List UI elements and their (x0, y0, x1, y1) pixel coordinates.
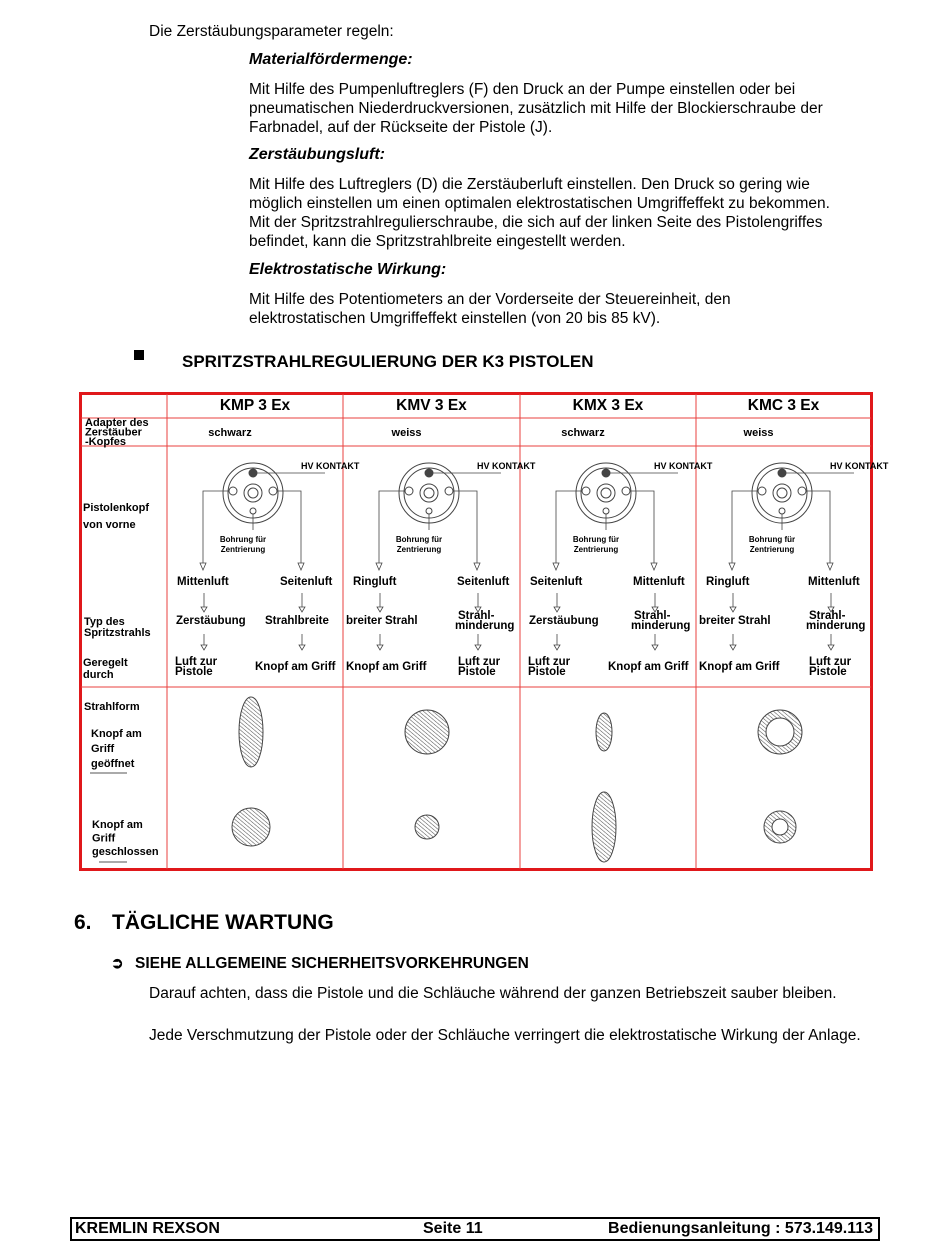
row-label-open: Knopf am (91, 728, 142, 740)
air-hole-right (798, 487, 806, 495)
nozzle-center (248, 488, 258, 498)
maintenance-paragraph-2: Jede Verschmutzung der Pistole oder der Schläuche verringert die elektrostatische Wirkung der Anlage. (149, 1027, 861, 1044)
adapter-color: schwarz (208, 427, 252, 439)
left-air-label: Mittenluft (177, 576, 229, 588)
row-label-closed: Knopf am (92, 819, 143, 831)
heading-zerstaeubungsluft: Zerstäubungsluft: (249, 146, 385, 163)
air-hole-left (582, 487, 590, 495)
heading-elektrostatische-wirkung: Elektrostatische Wirkung: (249, 261, 447, 278)
row-label-shape: Strahlform (84, 701, 140, 713)
arrow-head (475, 645, 481, 650)
left-control-label: Knopf am Griff (346, 661, 427, 673)
arrow-head (376, 563, 382, 570)
bullet-heading: SPRITZSTRAHLREGULIERUNG DER K3 PISTOLEN (182, 352, 594, 371)
right-air-leader (277, 491, 301, 564)
nozzle-center (601, 488, 611, 498)
row-label-adapter: Adapter des (85, 417, 149, 429)
footer-company: KREMLIN REXSON (75, 1220, 220, 1237)
nozzle-center (777, 488, 787, 498)
right-air-label: Mittenluft (633, 576, 685, 588)
right-air-leader (630, 491, 654, 564)
right-air-label: Mittenluft (808, 576, 860, 588)
row-label-controlled: durch (83, 669, 114, 681)
text-line: befindet, kann die Spritzstrahlbreite eingestellt werden. (249, 233, 626, 250)
left-air-label: Ringluft (706, 576, 750, 588)
arrow-head (200, 563, 206, 570)
adapter-color: schwarz (561, 427, 605, 439)
hv-contact-label: HV KONTAKT (301, 461, 360, 471)
arrow-head (553, 563, 559, 570)
right-type-label: Strahl- (634, 610, 671, 622)
bore-label: Bohrung für (219, 535, 267, 544)
adapter-color: weiss (391, 427, 422, 439)
row-label-closed: geschlossen (92, 846, 159, 858)
model-header: KMV 3 Ex (396, 397, 467, 414)
right-air-label: Seitenluft (280, 576, 333, 588)
centering-bore (603, 508, 609, 514)
bore-label: Zentrierung (749, 545, 795, 554)
arrow-head (827, 563, 833, 570)
right-control-label: Luft zur (458, 656, 501, 668)
air-hole-left (405, 487, 413, 495)
right-control-label: Knopf am Griff (608, 661, 689, 673)
text-line: elektrostatischen Umgriffeffekt einstellen (von 20 bis 85 kV). (249, 310, 661, 327)
adapter-color: weiss (743, 427, 774, 439)
air-hole-right (445, 487, 453, 495)
right-type-label: Strahl- (458, 610, 495, 622)
right-control-label: Pistole (458, 666, 496, 678)
arrow-head (377, 607, 383, 612)
hv-contact-label: HV KONTAKT (477, 461, 536, 471)
model-header: KMX 3 Ex (572, 397, 644, 414)
spray-shape-open (596, 713, 612, 751)
spray-shape-closed (232, 808, 270, 846)
right-air-leader (453, 491, 477, 564)
bore-label: Bohrung für (748, 535, 796, 544)
maintenance-paragraph-1: Darauf achten, dass die Pistole und die Schläuche während der ganzen Betriebszeit sauber bleiben. (149, 985, 837, 1002)
left-type-label: breiter Strahl (699, 615, 771, 627)
right-air-leader (806, 491, 830, 564)
row-label-open: geöffnet (91, 758, 135, 770)
right-type-label: minderung (806, 620, 866, 632)
right-type-label: Strahlbreite (265, 615, 329, 627)
left-control-label: Luft zur (528, 656, 571, 668)
hv-contact-point (425, 469, 433, 477)
text-line: Mit der Spritzstrahlregulierschraube, die sich auf der linken Seite des Pistolengriffes (249, 214, 823, 231)
spray-shape-closed (764, 811, 796, 843)
spray-shape-closed (592, 792, 616, 862)
text-line: Mit Hilfe des Pumpenluftreglers (F) den Druck an der Pumpe einstellen oder bei (249, 81, 796, 98)
footer-manual: Bedienungsanleitung : 573.149.113 (608, 1220, 873, 1237)
spray-shape-open (239, 697, 263, 767)
page-footer (70, 1217, 880, 1241)
row-label-adapter: -Kopfes (85, 436, 126, 448)
bore-label: Zentrierung (396, 545, 442, 554)
arrow-head (299, 607, 305, 612)
row-label-head: Pistolenkopf (83, 502, 150, 514)
arrow-head (299, 645, 305, 650)
row-label-open: Griff (91, 743, 115, 755)
arrow-icon: ➲ (111, 955, 124, 972)
hv-contact-point (778, 469, 786, 477)
hv-contact-point (249, 469, 257, 477)
arrow-head (651, 563, 657, 570)
left-control-label: Pistole (528, 666, 566, 678)
centering-bore (250, 508, 256, 514)
bore-label: Bohrung für (572, 535, 620, 544)
left-type-label: breiter Strahl (346, 615, 418, 627)
text-line: pneumatischen Niederdruckversionen, zusätzlich mit Hilfe der Blockierschraube der (249, 100, 823, 117)
bore-label: Zentrierung (573, 545, 619, 554)
nozzle-ring (597, 484, 615, 502)
intro-text: Die Zerstäubungsparameter regeln: (149, 23, 394, 40)
left-air-label: Ringluft (353, 576, 397, 588)
arrow-head (554, 645, 560, 650)
arrow-head (828, 645, 834, 650)
right-type-label: Strahl- (809, 610, 846, 622)
nozzle-center (424, 488, 434, 498)
section-number: 6. (74, 911, 92, 934)
row-label-head: von vorne (83, 519, 136, 531)
section-title: TÄGLICHE WARTUNG (112, 911, 334, 934)
left-air-label: Seitenluft (530, 576, 583, 588)
hv-contact-label: HV KONTAKT (830, 461, 889, 471)
nozzle-ring (244, 484, 262, 502)
centering-bore (426, 508, 432, 514)
model-header: KMP 3 Ex (219, 397, 291, 414)
row-label-adapter: Zerstäuber (85, 426, 142, 439)
spray-shape-open (758, 710, 802, 754)
left-type-label: Zerstäubung (529, 615, 599, 627)
spray-shape-open (405, 710, 449, 754)
nozzle-ring (773, 484, 791, 502)
hv-contact-point (602, 469, 610, 477)
text-line: Mit Hilfe des Potentiometers an der Vorderseite der Steuereinheit, den (249, 291, 731, 308)
left-control-label: Luft zur (175, 656, 218, 668)
arrow-head (201, 607, 207, 612)
hv-contact-label: HV KONTAKT (654, 461, 713, 471)
footer-page: Seite 11 (423, 1220, 483, 1237)
row-label-closed: Griff (92, 832, 116, 845)
row-label-controlled: Geregelt (83, 657, 128, 669)
left-type-label: Zerstäubung (176, 615, 246, 627)
air-hole-left (758, 487, 766, 495)
row-label-type: Spritzstrahls (84, 627, 151, 639)
arrow-head (298, 563, 304, 570)
arrow-head (730, 607, 736, 612)
arrow-head (201, 645, 207, 650)
text-line: möglich einstellen um einen optimalen elektrostatischen Umgriffeffekt zu bekommen. (249, 195, 830, 212)
bore-label: Bohrung für (395, 535, 443, 544)
arrow-head (730, 645, 736, 650)
subheading: SIEHE ALLGEMEINE SICHERHEITSVORKEHRUNGEN (135, 955, 529, 972)
left-control-label: Knopf am Griff (699, 661, 780, 673)
arrow-head (377, 645, 383, 650)
left-control-label: Pistole (175, 666, 213, 678)
air-hole-left (229, 487, 237, 495)
model-header: KMC 3 Ex (747, 397, 820, 414)
text-line: Mit Hilfe des Luftreglers (D) die Zerstäuberluft einstellen. Den Druck so gering wie (249, 176, 810, 193)
air-hole-right (269, 487, 277, 495)
heading-materialfoerdermenge: Materialfördermenge: (249, 51, 413, 68)
nozzle-ring (420, 484, 438, 502)
right-control-label: Pistole (809, 666, 847, 678)
right-type-label: minderung (455, 620, 515, 632)
arrow-head (652, 645, 658, 650)
air-hole-right (622, 487, 630, 495)
spray-shape-closed (415, 815, 439, 839)
text-line: Farbnadel, auf der Rückseite der Pistole (J). (249, 119, 553, 136)
right-control-label: Luft zur (809, 656, 852, 668)
centering-bore (779, 508, 785, 514)
arrow-head (474, 563, 480, 570)
arrow-head (729, 563, 735, 570)
right-air-label: Seitenluft (457, 576, 510, 588)
row-label-type: Typ des (84, 616, 125, 628)
table-cells (83, 397, 889, 862)
bore-label: Zentrierung (220, 545, 266, 554)
right-type-label: minderung (631, 620, 691, 632)
arrow-head (554, 607, 560, 612)
right-control-label: Knopf am Griff (255, 661, 336, 673)
